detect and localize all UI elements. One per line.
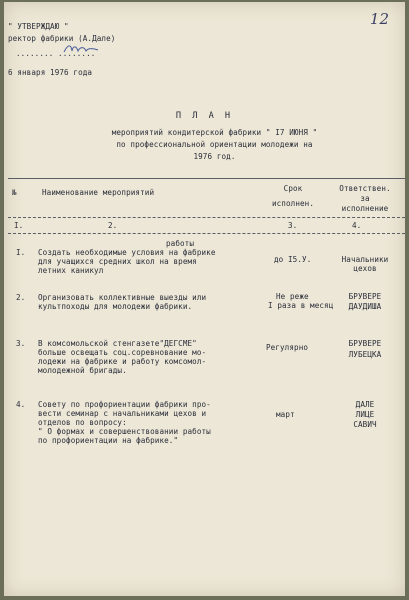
numbers-rule — [8, 233, 405, 234]
col-number-4: 4. — [352, 221, 362, 230]
header-term-2: исполнен. — [271, 199, 315, 208]
col-number-2: 2. — [108, 221, 118, 230]
row-responsible: ДАУДИША — [348, 302, 382, 311]
row-term: Регулярно — [266, 343, 309, 352]
row-text: Организовать коллективные выезды или — [38, 293, 207, 302]
row-responsible: БРУВЕРЕ — [348, 292, 382, 301]
row-number: 2. — [16, 293, 26, 302]
row-number: I. — [16, 248, 26, 257]
row-text: больше освещать соц.соревнование мо- — [38, 348, 207, 357]
row-text: В комсомольской стенгазете"ДЕГСМЕ" — [38, 339, 197, 348]
title-line-2: по профессиональной ориентации молодежи на — [116, 140, 313, 149]
row-text: " О формах и совершенствовании работы — [38, 427, 211, 436]
header-term-1: Срок — [283, 184, 303, 193]
row-number: 4. — [16, 400, 26, 409]
row-term: март — [276, 410, 295, 419]
row-text: молодежной бригады. — [38, 366, 127, 375]
row-responsible: Начальники — [341, 255, 389, 264]
row-text: культпоходы для молодежи фабрики. — [38, 302, 193, 311]
row-term: I раза в месяц — [268, 301, 334, 310]
document-page — [4, 2, 405, 596]
col-number-3: 3. — [288, 221, 298, 230]
header-resp-3: исполнение — [341, 204, 389, 213]
header-resp-1: Ответствен. — [339, 184, 391, 193]
row-text: по профориентации на фабрике." — [38, 436, 179, 445]
header-name: Наименование мероприятий — [42, 188, 155, 197]
row-responsible: ЛИЦЕ — [355, 410, 375, 419]
row-responsible: БРУВЕРЕ — [348, 339, 382, 348]
row-text: вести семинар с начальниками цехов и — [38, 409, 207, 418]
document-heading: П Л А Н — [175, 111, 234, 121]
title-line-1: мероприятий кондитерской фабрики " I7 ИЮНЯ " — [111, 128, 318, 137]
row-responsible: ЛУБЕЦКА — [348, 350, 382, 359]
approval-line-3: ........ ........ — [16, 49, 96, 58]
approval-date: 6 января 1976 года — [8, 68, 93, 77]
col-number-1: I. — [14, 221, 24, 230]
row-responsible: САВИЧ — [353, 420, 377, 429]
row-text: для учащихся средних школ на время — [38, 257, 197, 266]
row-text: летних каникул — [38, 266, 104, 275]
header-rule — [8, 217, 405, 218]
row-text: Совету по профориентации фабрики про- — [38, 400, 211, 409]
table-top-rule — [8, 178, 405, 179]
row-term: Не реже — [276, 292, 309, 301]
title-line-3: 1976 год. — [193, 152, 236, 161]
row-responsible: ДАЛЕ — [355, 400, 375, 409]
row-responsible: цехов — [353, 264, 377, 273]
row-number: 3. — [16, 339, 26, 348]
row-term: до I5.У. — [274, 255, 312, 264]
section-label: работы — [166, 239, 195, 248]
approval-line-1: " УТВЕРЖДАЮ " — [8, 22, 69, 31]
row-text: Создать необходимые условия на фабрике — [38, 248, 216, 257]
row-text: отделов по вопросу: — [38, 418, 127, 427]
page-number: 12 — [369, 10, 389, 28]
header-num: № — [12, 188, 17, 197]
header-resp-2: за — [360, 194, 370, 203]
approval-line-2: ректор фабрики (А.Дале) — [8, 34, 116, 43]
row-text: лодежи на фабрике и работу комсомол- — [38, 357, 207, 366]
